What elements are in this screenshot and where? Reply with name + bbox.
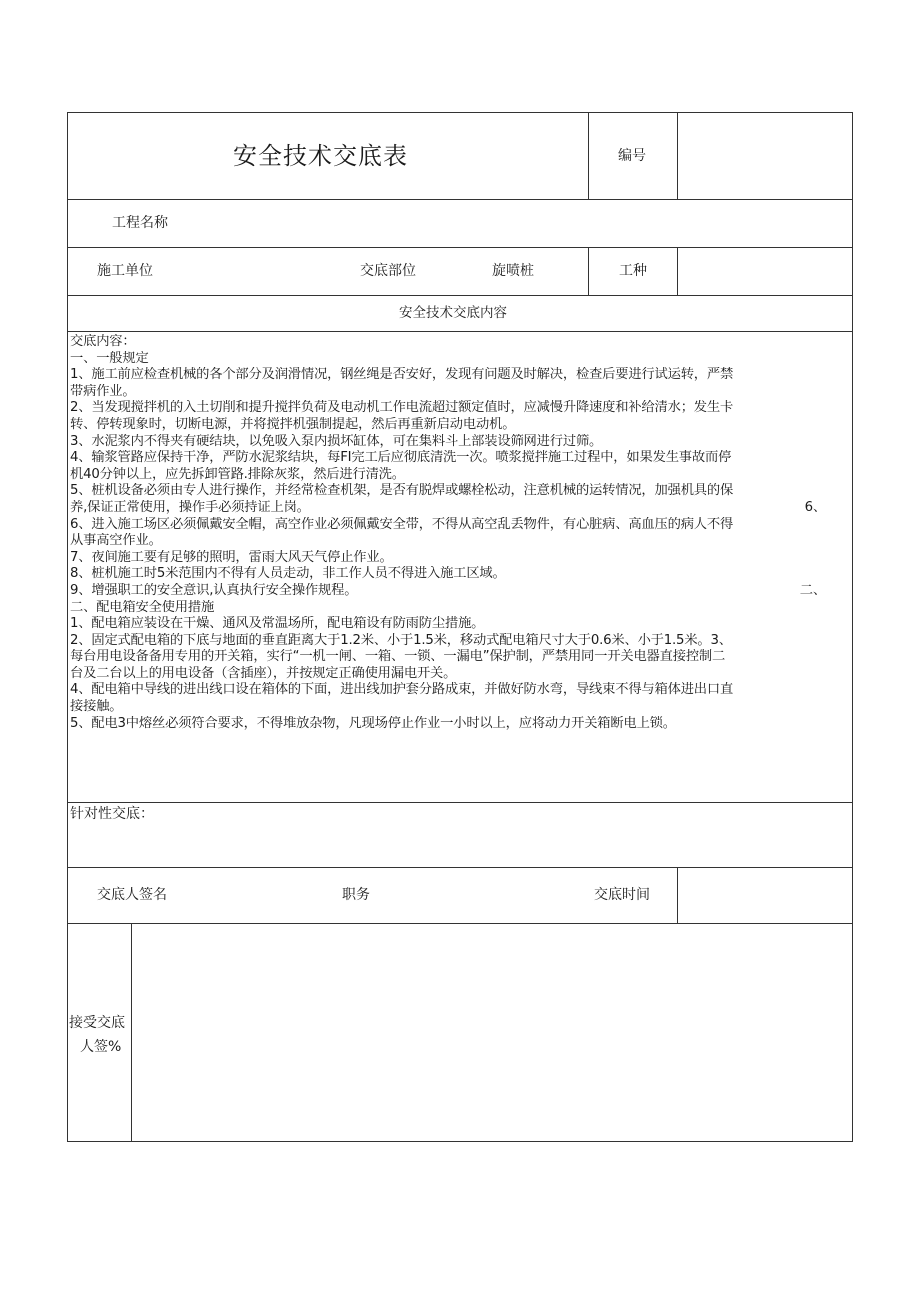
receiver-label-line2: 人签% xyxy=(80,1039,122,1055)
row-divider xyxy=(68,199,852,200)
briefing-content xyxy=(70,334,852,732)
content-line-text: 8、桩机施工时5米范围内不得有人员走动，非工作人员不得进入施工区域。 xyxy=(70,566,506,582)
signer-label: 交底人签名 xyxy=(97,887,167,903)
content-line xyxy=(70,583,852,600)
content-line-text: 一、一般规定 xyxy=(70,350,149,366)
content-line xyxy=(70,566,852,583)
content-line-text: 转、停转现象时，切断电源，并将搅拌机强制提起，然后再重新启动电动机。 xyxy=(70,416,516,432)
content-line xyxy=(70,682,852,699)
content-line-text: 4、配电箱中导线的进出线口设在箱体的下面，进出线加护套分路成束，并做好防水弯，导线束不得与箱体进出口直 xyxy=(70,682,734,698)
content-line-text: 1、配电箱应装设在干燥、通风及常温场所，配电箱设有防雨防尘措施。 xyxy=(70,616,485,632)
content-line-text: 交底内容： xyxy=(70,334,136,349)
content-line-tail: 6、 xyxy=(804,499,826,515)
content-line-text: 2、当发现搅拌机的入土切削和提升搅拌负荷及电动机工作电流超过额定值时，应减慢升降速度和补给清水；发生卡 xyxy=(70,400,734,416)
content-line-text: 带病作业。 xyxy=(70,383,136,399)
content-line xyxy=(70,417,852,434)
content-line-text: 2、固定式配电箱的下底与地面的垂直距离大于1.2米、小于1.5米，移动式配电箱尺寸大于0.6米、小于1.5米。3、 xyxy=(70,632,732,648)
receiver-label-line1: 接受交底 xyxy=(69,1015,125,1031)
column-divider xyxy=(131,923,132,1142)
content-line-text: 1、施工前应检查机械的各个部分及润滑情况，钢丝绳是否安好，发现有问题及时解决，检查后要进行试运转，严禁 xyxy=(70,367,734,383)
column-divider xyxy=(677,247,678,295)
content-line xyxy=(70,467,852,484)
content-line-tail: 二、 xyxy=(799,582,826,598)
content-line-text: 4、输浆管路应保持干净，严防水泥浆结块，每FI完工后应彻底清洗一次。喷浆搅拌施工过程中，如果发生事故而停 xyxy=(70,450,732,466)
briefing-time-label: 交底时间 xyxy=(594,887,650,903)
content-line xyxy=(70,434,852,451)
briefing-part-value: 旋喷桩 xyxy=(492,263,534,279)
specific-briefing-label: 针对性交底： xyxy=(70,806,154,822)
column-divider xyxy=(677,867,678,923)
content-line xyxy=(70,384,852,401)
content-line xyxy=(70,334,852,351)
content-line xyxy=(70,550,852,567)
content-line-text: 5、配电3中熔丝必须符合要求，不得堆放杂物，凡现场停止作业一小时以上，应将动力开关箱断电上锁。 xyxy=(70,715,676,731)
content-line-text: 每台用电设备备用专用的开关箱，实行“一机一闸、一箱、一锁、一漏电”保护制，严禁用同一开关电器直接控制二 xyxy=(70,649,726,665)
content-line xyxy=(70,517,852,534)
column-divider xyxy=(677,113,678,199)
row-divider xyxy=(68,331,852,332)
content-line-text: 养,保证正常使用，操作手必须持证上岗。 xyxy=(70,499,310,515)
briefing-part-label: 交底部位 xyxy=(360,263,416,279)
row-divider xyxy=(68,247,852,248)
safety-briefing-form xyxy=(67,112,853,1142)
column-divider xyxy=(588,113,589,199)
row-divider xyxy=(68,923,852,924)
content-line-text: 7、夜间施工要有足够的照明，雷雨大风天气停止作业。 xyxy=(70,549,393,565)
content-line xyxy=(70,533,852,550)
form-title: 安全技术交底表 xyxy=(233,142,408,170)
content-line xyxy=(70,483,852,500)
row-divider xyxy=(68,867,852,868)
column-divider xyxy=(588,247,589,295)
content-line xyxy=(70,351,852,368)
content-line-text: 二、配电箱安全使用措施 xyxy=(70,599,215,615)
content-line xyxy=(70,600,852,617)
content-line-text: 6、进入施工场区必须佩戴安全帽，高空作业必须佩戴安全带，不得从高空乱丢物件，有心脏病、高血压的病人不得 xyxy=(70,516,734,532)
section-title: 安全技术交底内容 xyxy=(399,305,507,321)
row-divider xyxy=(68,802,852,803)
content-line xyxy=(70,633,852,650)
content-line-text: 5、桩机设备必须由专人进行操作，并经常检查机架，是否有脱焊或螺栓松动，注意机械的运转情况，加强机具的保 xyxy=(70,483,734,499)
content-line xyxy=(70,699,852,716)
content-line xyxy=(70,400,852,417)
number-label: 编号 xyxy=(618,148,646,164)
position-label: 职务 xyxy=(342,887,370,903)
content-line xyxy=(70,616,852,633)
content-line-text: 3、水泥浆内不得夹有硬结块，以免吸入泵内损坏缸体，可在集料斗上部装设筛网进行过筛。 xyxy=(70,433,603,449)
project-name-label: 工程名称 xyxy=(112,215,168,231)
content-line xyxy=(70,716,852,733)
content-line xyxy=(70,500,852,517)
content-line-text: 9、增强职工的安全意识,认真执行安全操作规程。 xyxy=(70,582,358,598)
content-line-text: 接接触。 xyxy=(70,699,123,715)
content-line xyxy=(70,450,852,467)
construction-unit-label: 施工单位 xyxy=(97,263,153,279)
content-line xyxy=(70,666,852,683)
content-line xyxy=(70,367,852,384)
content-line-text: 台及二台以上的用电设备（含插座），并按规定正确使用漏电开关。 xyxy=(70,665,457,681)
row-divider xyxy=(68,295,852,296)
content-line-text: 从事高空作业。 xyxy=(70,533,162,549)
content-line-text: 机40分钟以上，应先拆卸管路.排除灰浆，然后进行清洗。 xyxy=(70,466,405,482)
trade-label: 工种 xyxy=(619,263,647,279)
content-line xyxy=(70,649,852,666)
receiver-signature-area[interactable] xyxy=(138,933,838,1133)
